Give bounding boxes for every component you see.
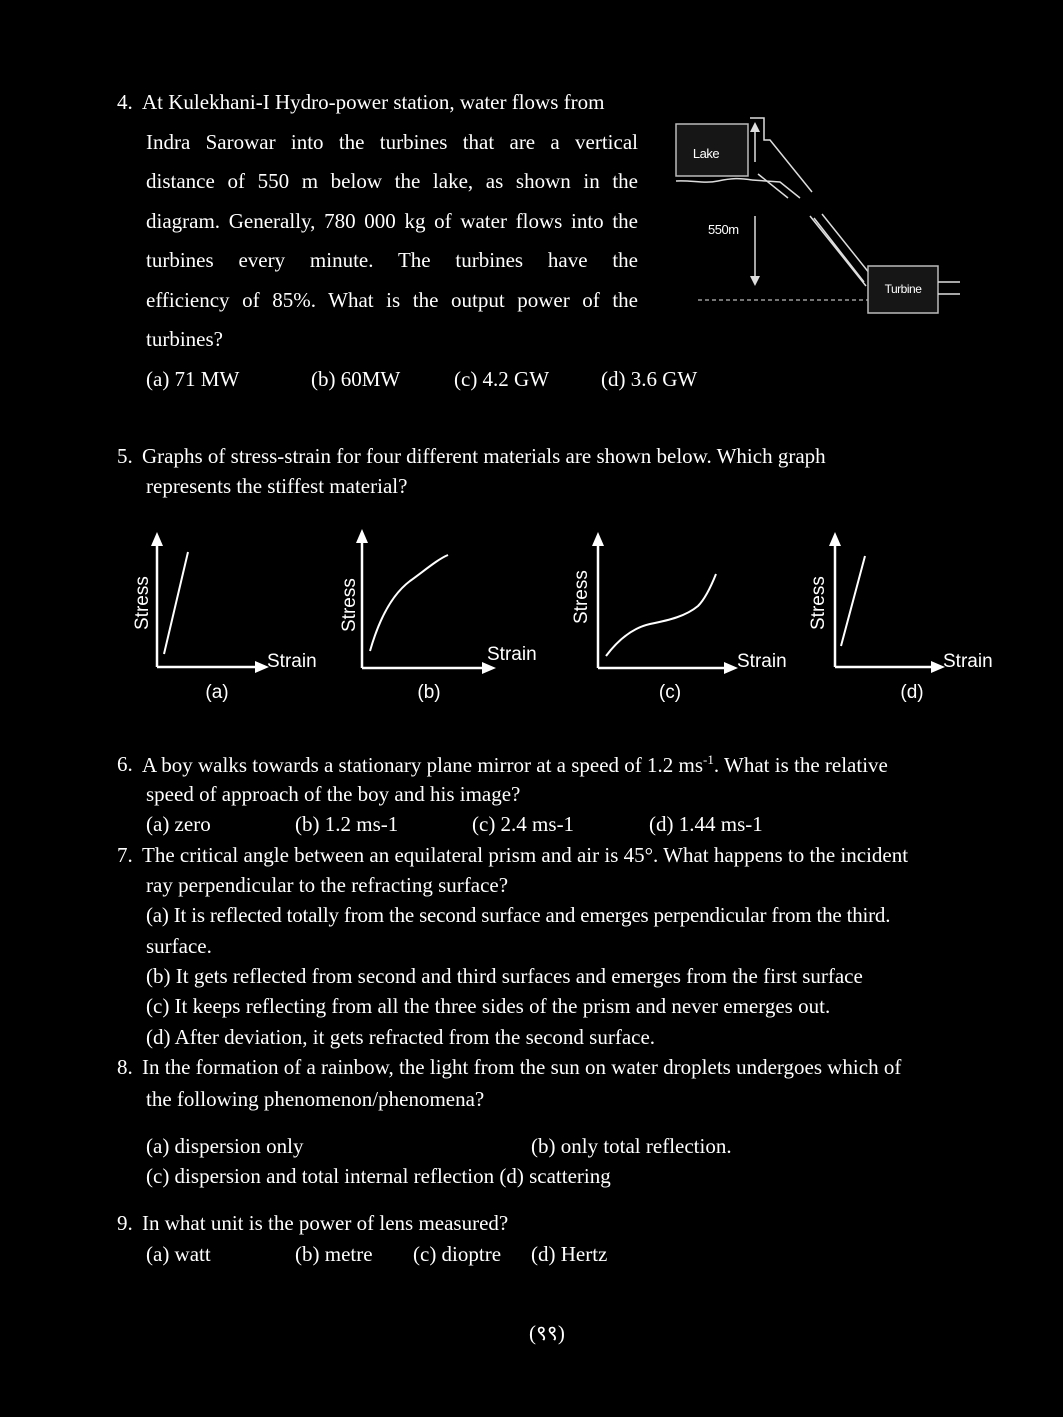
q4-line-3: distance of 550 m below the lake, as shown in the [146, 169, 638, 193]
q6-line-1-main: A boy walks towards a stationary plane mirror at a speed of 1.2 ms [142, 753, 704, 777]
q4-line-2: Indra Sarowar into the turbines that are a vertical [146, 130, 638, 154]
penstock-upper [758, 174, 788, 198]
graph-b-xlabel: Strain [487, 644, 537, 665]
lake-label: Lake [692, 146, 720, 161]
q6-option-d: (d) 1.44 ms-1 [649, 812, 763, 836]
q7-option-b: (b) It gets reflected from second and third surfaces and emerges from the first surface [146, 964, 863, 988]
q9-option-b: (b) metre [295, 1242, 373, 1266]
q4-line-1: At Kulekhani-I Hydro-power station, water flows from [142, 90, 605, 114]
height-arrowhead-up [750, 122, 760, 132]
q4-option-b: (b) 60MW [311, 367, 401, 391]
q4-line-4: diagram. Generally, 780 000 kg of water flows into the [146, 209, 638, 233]
graph-b [332, 521, 557, 713]
q6-line-1 [142, 752, 888, 778]
q4-number: 4. [117, 90, 133, 114]
q7-number: 7. [117, 843, 133, 867]
q7-option-a-cont: surface. [146, 934, 212, 958]
q9-line-1: In what unit is the power of lens measured? [142, 1211, 509, 1235]
graph-a-ylabel: Stress [132, 576, 153, 630]
q6-option-c: (c) 2.4 ms-1 [472, 812, 575, 836]
graph-d-id: (d) [900, 682, 924, 703]
q6-option-b: (b) 1.2 ms-1 [295, 812, 399, 836]
q7-line-1: The critical angle between an equilateral prism and air is 45°. What happens to the incident [142, 843, 909, 867]
graph-b-curve [370, 555, 448, 651]
graph-c-x-arrowhead [724, 662, 738, 674]
q8-option-cd: (c) dispersion and total internal reflection (d) scattering [146, 1164, 611, 1188]
q8-option-b: (b) only total reflection. [531, 1134, 732, 1158]
q5-line-1: Graphs of stress-strain for four different materials are shown below. Which graph [142, 444, 826, 468]
graph-c-xlabel: Strain [737, 651, 787, 672]
q6-option-a: (a) zero [146, 812, 211, 836]
q7-option-a: (a) It is reflected totally from the second surface and emerges perpendicular from the third. [146, 903, 891, 927]
graph-a-xlabel: Strain [267, 651, 317, 672]
lake-surface [676, 179, 752, 183]
q4-line-6: efficiency of 85%. What is the output power of the [146, 288, 638, 312]
height-label: 550m [708, 222, 739, 237]
graph-b-y-arrowhead [356, 529, 368, 543]
penstock-lower [810, 214, 870, 286]
q7-line-2: ray perpendicular to the refracting surface? [146, 873, 509, 897]
graph-a-y-arrowhead [151, 532, 163, 546]
q7-option-c: (c) It keeps reflecting from all the three sides of the prism and never emerges out. [146, 994, 831, 1018]
q6-line-1-end: . What is the relative [713, 753, 888, 777]
graph-a-curve [164, 552, 188, 654]
q4-option-a: (a) 71 MW [146, 367, 240, 391]
graph-c-curve [606, 574, 716, 656]
outlet-pipe [938, 282, 960, 294]
graph-a [125, 528, 330, 713]
height-arrowhead-down [750, 276, 760, 286]
q7-option-d: (d) After deviation, it gets refracted from the second surface. [146, 1025, 656, 1049]
graph-b-ylabel: Stress [339, 578, 360, 632]
q8-option-a: (a) dispersion only [146, 1134, 304, 1158]
q9-number: 9. [117, 1211, 133, 1235]
turbine-label: Turbine [884, 282, 922, 296]
q5-line-2: represents the stiffest material? [146, 474, 408, 498]
q4-option-d: (d) 3.6 GW [601, 367, 698, 391]
q6-line-2: speed of approach of the boy and his image? [146, 782, 521, 806]
graph-c [566, 528, 806, 713]
graph-d [803, 528, 1008, 713]
graph-c-y-arrowhead [592, 532, 604, 546]
q6-unit-superscript: -1 [703, 752, 714, 767]
graph-d-y-arrowhead [829, 532, 841, 546]
q9-option-a: (a) watt [146, 1242, 211, 1266]
graph-b-id: (b) [417, 682, 441, 703]
q4-option-c: (c) 4.2 GW [454, 367, 550, 391]
graph-c-id: (c) [658, 682, 682, 703]
q8-number: 8. [117, 1055, 133, 1079]
q9-option-d: (d) Hertz [531, 1242, 608, 1266]
q8-line-1: In the formation of a rainbow, the light from the sun on water droplets undergoes which of [142, 1055, 902, 1079]
q6-number: 6. [117, 752, 133, 776]
q4-line-5: turbines every minute. The turbines have the [146, 248, 638, 272]
hydro-diagram [670, 110, 970, 325]
q8-line-2: the following phenomenon/phenomena? [146, 1087, 485, 1111]
graph-d-curve [841, 556, 865, 646]
graph-d-xlabel: Strain [943, 651, 993, 672]
graph-d-ylabel: Stress [808, 576, 829, 630]
q5-number: 5. [117, 444, 133, 468]
page-number: (९९) [529, 1321, 565, 1345]
graph-c-ylabel: Stress [571, 570, 592, 624]
q9-option-c: (c) dioptre [413, 1242, 502, 1266]
q4-line-7: turbines? [146, 327, 223, 351]
dam-wall [750, 118, 812, 198]
graph-a-id: (a) [205, 682, 229, 703]
